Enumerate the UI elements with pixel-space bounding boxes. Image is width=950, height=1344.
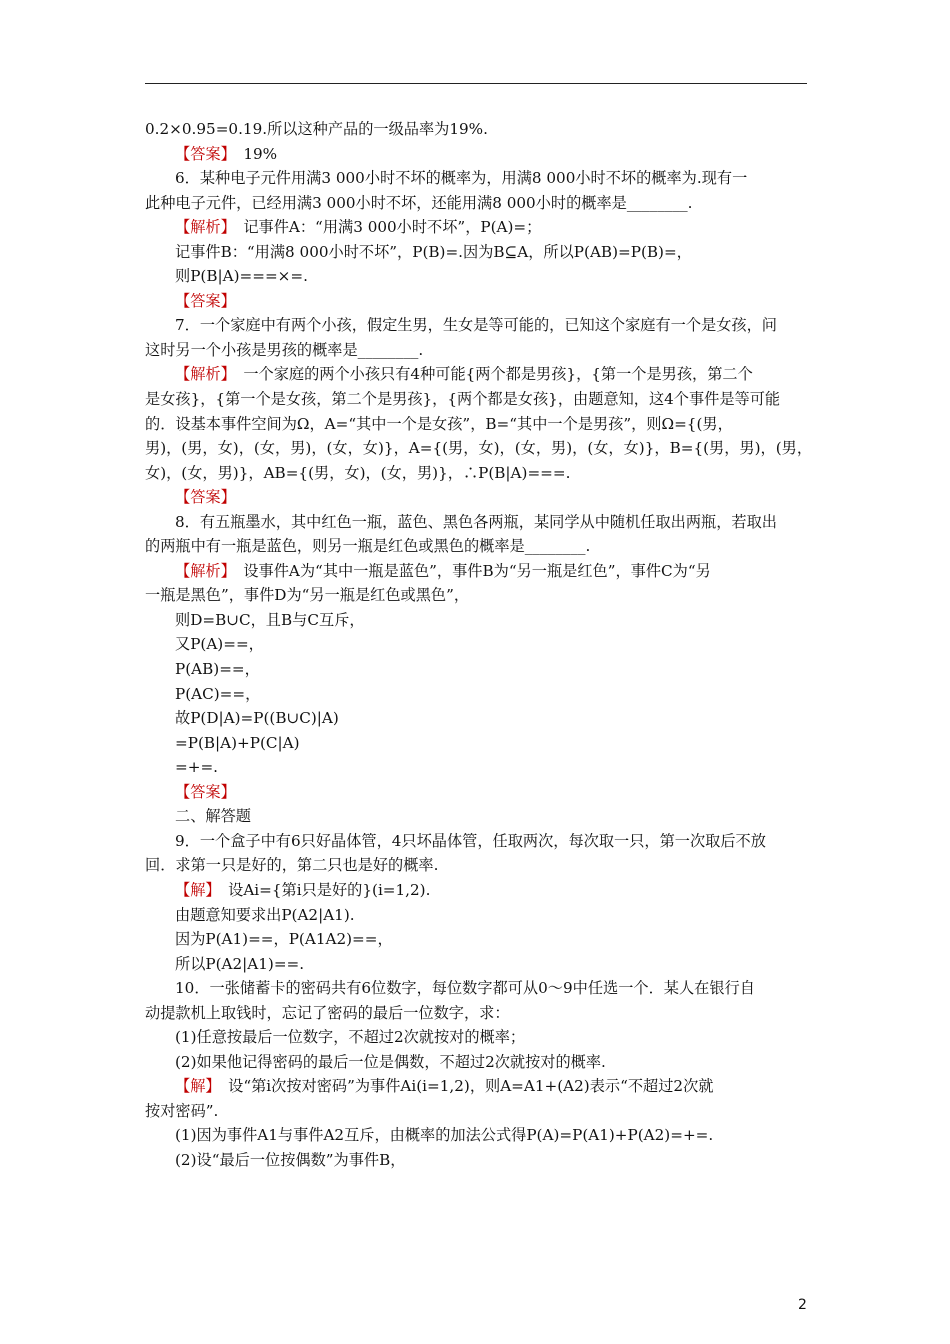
- line-text: 6．某种电子元件用满3 000小时不坏的概率为，用满8 000小时不坏的概率为.现有一: [175, 169, 748, 188]
- page-number: 2: [798, 1297, 807, 1313]
- text-line: [145, 166, 810, 191]
- header-rule: [145, 83, 807, 84]
- line-text: 8．有五瓶墨水，其中红色一瓶，蓝色、黑色各两瓶，某同学从中随机任取出两瓶，若取出: [175, 512, 777, 531]
- line-text: 0.2×0.95=0.19.所以这种产品的一级品率为19%.: [145, 120, 488, 138]
- text-line: [145, 1123, 810, 1148]
- line-text: 所以P(A2|A1)==.: [175, 954, 305, 973]
- text-line: [145, 706, 810, 731]
- line-text: =P(B|A)+P(C|A): [175, 733, 300, 752]
- line-text: (2)设“最后一位按偶数”为事件B，: [175, 1150, 406, 1169]
- text-line: [145, 976, 810, 1001]
- text-line: [145, 780, 810, 805]
- line-text: 10．一张储蓄卡的密码共有6位数字，每位数字都可从0～9中任选一个．某人在银行自: [175, 979, 755, 998]
- answer-tag: 【解析】: [175, 365, 229, 384]
- line-text: 设“第i次按对密码”为事件Ai(i=1,2)，则A=A1+(A2)表示“不超过2次就: [212, 1077, 714, 1096]
- line-text: 记事件B：“用满8 000小时不坏”，P(B)=.因为B⊆A，所以P(AB)=P(B)=，: [175, 242, 692, 261]
- text-line: [145, 731, 810, 756]
- text-line: [145, 1099, 810, 1124]
- line-text: 故P(D|A)=P((B∪C)|A): [175, 709, 339, 728]
- text-line: [145, 682, 810, 707]
- text-line: [145, 1025, 810, 1050]
- text-line: [145, 191, 810, 216]
- line-text: (2)如果他记得密码的最后一位是偶数，不超过2次就按对的概率.: [175, 1052, 606, 1071]
- line-text: P(AC)==，: [175, 684, 261, 703]
- text-line: [145, 927, 810, 952]
- text-line: [145, 1074, 810, 1099]
- text-line: [145, 829, 810, 854]
- text-line: [145, 1148, 810, 1173]
- line-text: 9．一个盒子中有6只好晶体管，4只坏晶体管，任取两次，每次取一只，第一次取后不放: [175, 831, 766, 850]
- answer-tag: 【答案】: [175, 782, 236, 801]
- line-text: 7．一个家庭中有两个小孩，假定生男，生女是等可能的，已知这个家庭有一个是女孩，问: [175, 316, 777, 335]
- text-line: [145, 903, 810, 928]
- line-text: 又P(A)==，: [175, 635, 264, 654]
- text-line: [145, 142, 810, 167]
- text-line: [145, 412, 810, 437]
- line-text: 一个家庭的两个小孩只有4种可能{两个都是男孩}，{第一个是男孩，第二个: [228, 365, 753, 384]
- text-line: [145, 755, 810, 780]
- line-text: 则P(B|A)===×=.: [175, 267, 308, 286]
- line-text: 设事件A为“其中一瓶是蓝色”，事件B为“另一瓶是红色”，事件C为“另: [228, 561, 711, 580]
- line-text: 则D=B∪C，且B与C互斥，: [175, 610, 365, 629]
- line-text: 由题意知要求出P(A2|A1).: [175, 905, 355, 924]
- answer-tag: 【答案】: [175, 488, 236, 507]
- text-line: [145, 657, 810, 682]
- text-line: [145, 559, 810, 584]
- line-text: 记事件A：“用满3 000小时不坏”，P(A)=；: [228, 218, 542, 237]
- line-text: 男)，(男，女)，(女，男)，(女，女)}，A={(男，女)，(女，男)，(女，女)}，B={(男，男)，(男，: [145, 439, 813, 458]
- text-line: [145, 338, 810, 363]
- text-line: [145, 240, 810, 265]
- text-line: [145, 534, 810, 559]
- line-text: 一瓶是黑色”，事件D为“另一瓶是红色或黑色”，: [145, 586, 470, 605]
- document-body: [145, 117, 813, 1173]
- text-line: [145, 1050, 810, 1075]
- line-text: 因为P(A1)==，P(A1A2)==，: [175, 930, 393, 949]
- text-line: [145, 264, 810, 289]
- text-line: [145, 289, 810, 314]
- text-line: [145, 1001, 810, 1026]
- line-text: 回．求第一只是好的，第二只也是好的概率.: [145, 856, 439, 875]
- answer-tag: 【答案】: [175, 144, 229, 163]
- line-text: P(AB)==，: [175, 660, 260, 679]
- line-text: 此种电子元件，已经用满3 000小时不坏，还能用满8 000小时的概率是________.: [145, 193, 693, 212]
- text-line: [145, 632, 810, 657]
- line-text: 按对密码”.: [145, 1101, 219, 1120]
- line-text: 这时另一个小孩是男孩的概率是________.: [145, 340, 424, 359]
- text-line: [145, 362, 810, 387]
- text-line: [145, 853, 810, 878]
- text-line: [145, 387, 810, 412]
- line-text: 19%: [228, 144, 278, 163]
- text-line: [145, 436, 813, 461]
- line-text: (1)任意按最后一位数字，不超过2次就按对的概率；: [175, 1028, 526, 1047]
- line-text: (1)因为事件A1与事件A2互斥，由概率的加法公式得P(A)=P(A1)+P(A2)=+=.: [175, 1126, 714, 1145]
- answer-tag: 【解析】: [175, 561, 229, 580]
- line-text: 动提款机上取钱时，忘记了密码的最后一位数字，求：: [145, 1003, 510, 1022]
- text-line: [145, 878, 810, 903]
- answer-tag: 【解析】: [175, 218, 229, 237]
- answer-tag: 【解】: [175, 880, 213, 899]
- text-line: [145, 215, 810, 240]
- line-text: 的两瓶中有一瓶是蓝色，则另一瓶是红色或黑色的概率是________.: [145, 537, 591, 556]
- text-line: [145, 952, 810, 977]
- text-line: [145, 583, 810, 608]
- line-text: =+=.: [175, 758, 219, 777]
- line-text: 二、解答题: [175, 807, 251, 826]
- line-text: 的．设基本事件空间为Ω，A=“其中一个是女孩”，B=“其中一个是男孩”，则Ω={(男，: [145, 414, 733, 433]
- text-line: [145, 461, 810, 486]
- text-line: [145, 117, 810, 142]
- text-line: [145, 313, 810, 338]
- line-text: 是女孩}，{第一个是女孩，第二个是男孩}，{两个都是女孩}，由题意知，这4个事件是等可能: [145, 390, 781, 409]
- line-text: 设Ai={第i只是好的}(i=1,2).: [212, 880, 431, 899]
- text-line: [145, 510, 810, 535]
- answer-tag: 【答案】: [175, 291, 236, 310]
- text-line: [145, 485, 810, 510]
- text-line: [145, 804, 810, 829]
- line-text: 女)，(女，男)}，AB={(男，女)，(女，男)}，∴P(B|A)===.: [145, 463, 571, 482]
- text-line: [145, 608, 810, 633]
- answer-tag: 【解】: [175, 1077, 213, 1096]
